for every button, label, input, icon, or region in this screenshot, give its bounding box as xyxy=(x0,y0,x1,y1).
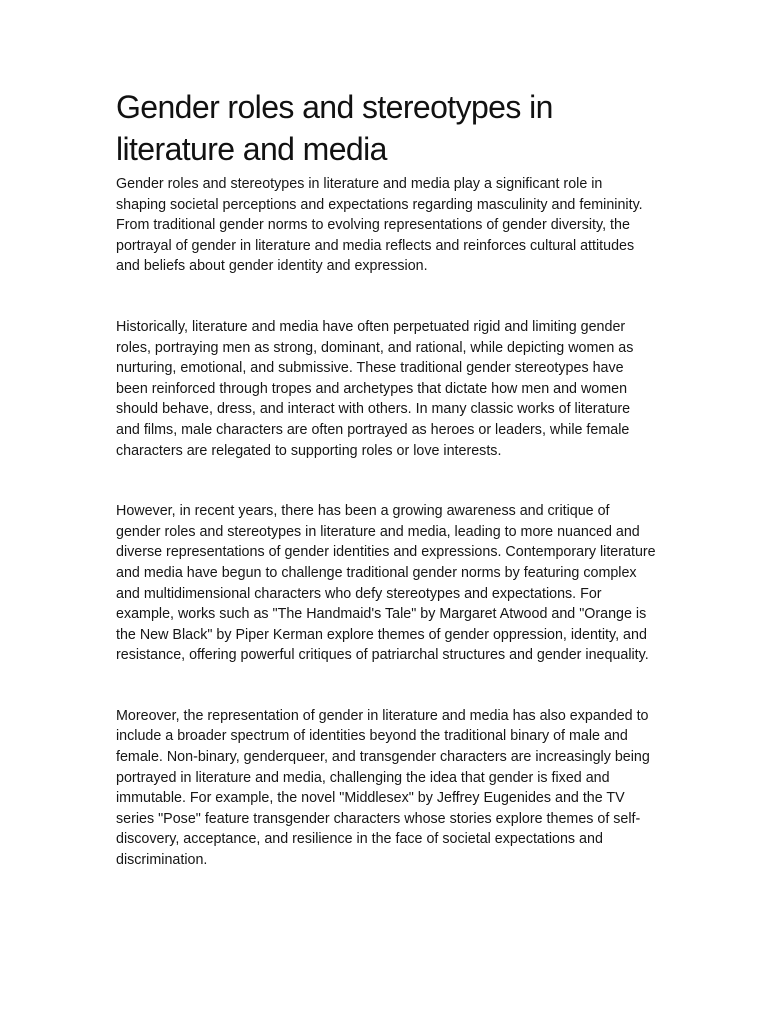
document-title: Gender roles and stereotypes in literature and media xyxy=(116,89,553,167)
paragraph-2: Historically, literature and media have often perpetuated rigid and limiting gender roles, portraying men as strong, dominant, and rational, while depicting women as nurturing, emotional, and submissive. These traditional gender stereotypes have been reinforced through tropes and archetypes that dictate how men and women should behave, dress, and interact with others. In many classic works of literature and films, male characters are often portrayed as heroes or leaders, while female characters are relegated to supporting roles or love interests. xyxy=(116,318,634,459)
paragraph-4: Moreover, the representation of gender in literature and media has also expanded to include a broader spectrum of identities beyond the traditional binary of male and female. Non-binary, genderqueer, and transgender characters are increasingly being portrayed in literature and media, challenging the idea that gender is fixed and immutable. For example, the novel "Middlesex" by Jeffrey Eugenides and the TV series "Pose" feature transgender characters whose stories explore themes of self-discovery, acceptance, and resilience in the face of societal expectations and discrimination. xyxy=(116,707,650,869)
document-page xyxy=(116,86,656,871)
paragraph-1: Gender roles and stereotypes in literature and media play a significant role in shaping societal perceptions and expectations regarding masculinity and femininity. From traditional gender norms to evolving representations of gender diversity, the portrayal of gender in literature and media reflects and reinforces cultural attitudes and beliefs about gender identity and expression. xyxy=(116,176,643,275)
paragraph-3: However, in recent years, there has been a growing awareness and critique of gender roles and stereotypes in literature and media, leading to more nuanced and diverse representations of gender identities and expressions. Contemporary literature and media have begun to challenge traditional gender norms by featuring complex and multidimensional characters who defy stereotypes and expectations. For example, works such as "The Handmaid's Tale" by Margaret Atwood and "Orange is the New Black" by Piper Kerman explore themes of gender oppression, identity, and resistance, offering powerful critiques of patriarchal structures and gender inequality. xyxy=(116,503,656,664)
